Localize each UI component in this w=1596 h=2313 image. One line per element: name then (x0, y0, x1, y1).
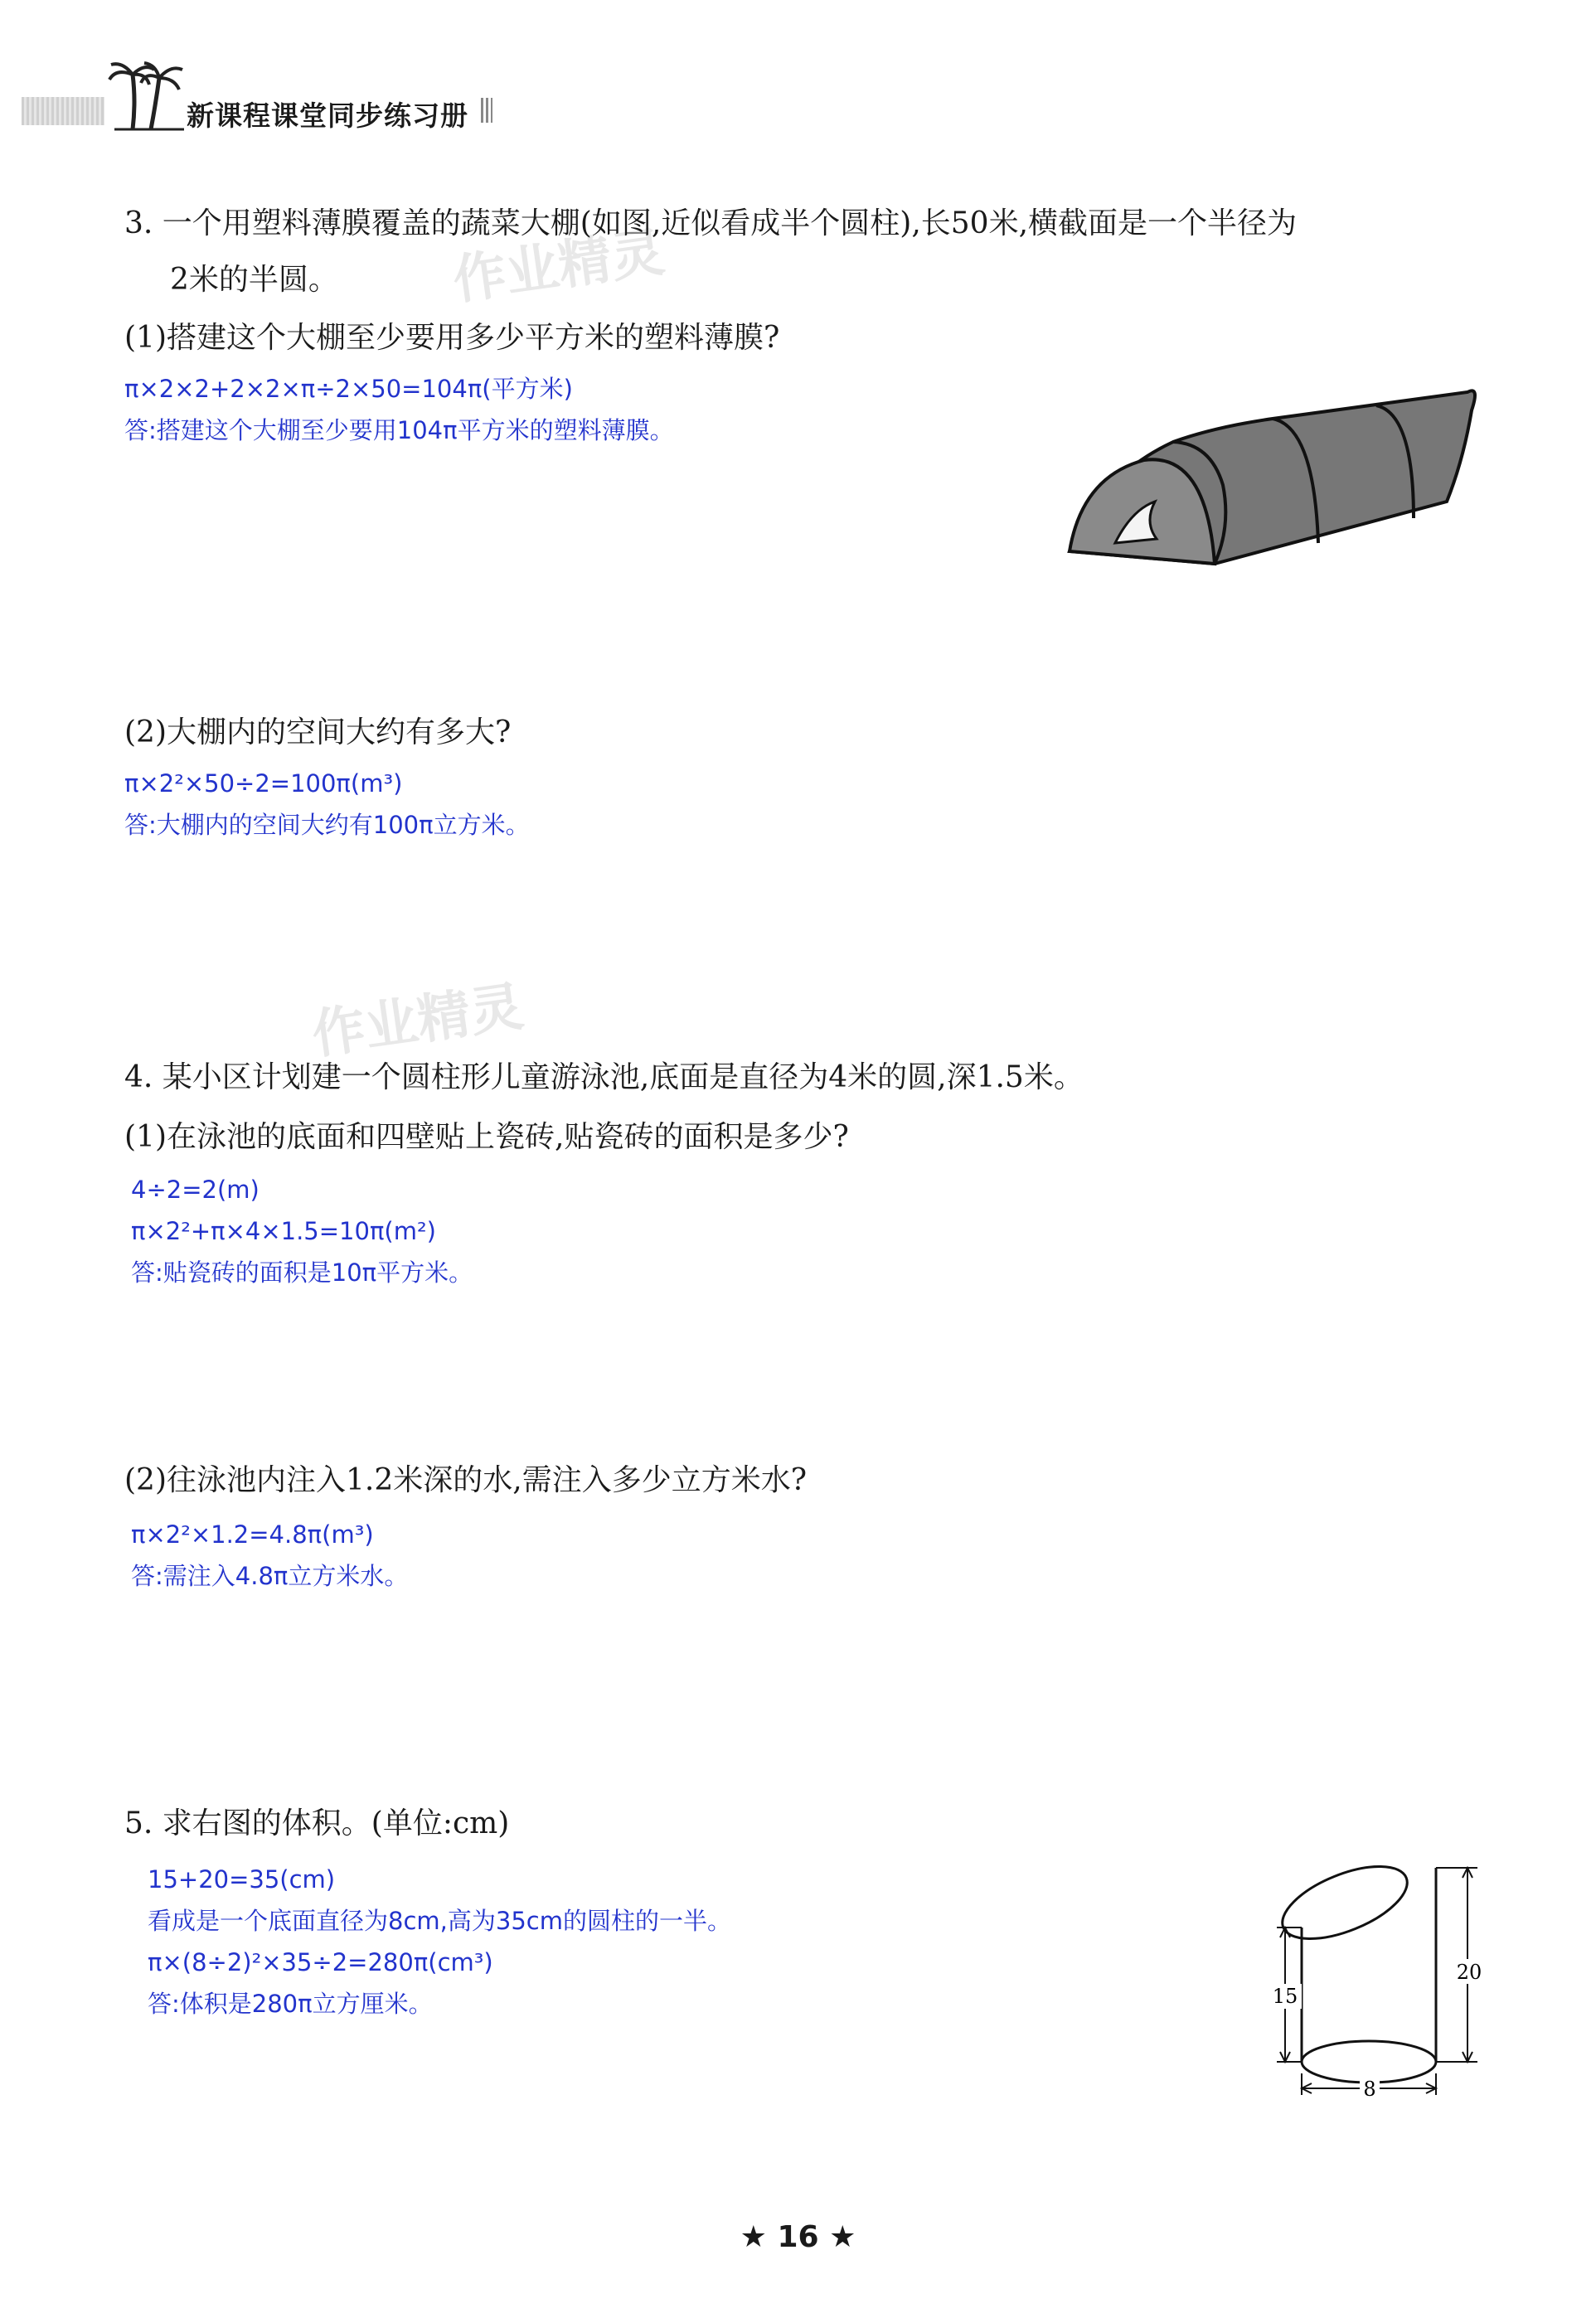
header-bars-decoration (481, 98, 492, 123)
q4-stem: 4. 某小区计划建一个圆柱形儿童游泳池,底面是直径为4米的圆,深1.5米。 (124, 1060, 1084, 1094)
height-15-label: 15 (1272, 1985, 1298, 2008)
q3-part2-answer-line2: 答:大棚内的空间大约有100π立方米。 (124, 811, 530, 839)
q4-part2-answer-line1: π×2²×1.2=4.8π(m³) (131, 1520, 374, 1549)
q5-answer-line3: π×(8÷2)²×35÷2=280π(cm³) (148, 1948, 493, 1976)
q4-part1-question: (1)在泳池的底面和四壁贴上瓷砖,贴瓷砖的面积是多少? (124, 1120, 849, 1154)
q5-stem: 5. 求右图的体积。(单位:cm) (124, 1806, 510, 1840)
q4-part2-question: (2)往泳池内注入1.2米深的水,需注入多少立方米水? (124, 1463, 807, 1497)
watermark: 作业精灵 (308, 976, 527, 1067)
q4-part2-answer-line2: 答:需注入4.8π立方米水。 (131, 1562, 409, 1590)
watermark: 作业精灵 (449, 221, 668, 313)
q3-part2-answer-line1: π×2²×50÷2=100π(m³) (124, 769, 403, 798)
q4-part1-answer-line2: π×2²+π×4×1.5=10π(m²) (131, 1217, 436, 1245)
q5-answer-line2: 看成是一个底面直径为8cm,高为35cm的圆柱的一半。 (148, 1907, 731, 1935)
q3-part1-answer-line1: π×2×2+2×2×π÷2×50=104π(平方米) (124, 375, 573, 403)
q3-stem-line1: 3. 一个用塑料薄膜覆盖的蔬菜大棚(如图,近似看成半个圆柱),长50米,横截面是一个半径为 (124, 206, 1298, 240)
q3-stem-line2: 2米的半圆。 (170, 263, 338, 297)
page-number: ★ 16 ★ (740, 2220, 856, 2254)
q4-part1-answer-line1: 4÷2=2(m) (131, 1176, 260, 1204)
height-20-label: 20 (1456, 1961, 1482, 1984)
header-decoration-band (22, 97, 104, 125)
cut-cylinder-figure (1244, 1845, 1492, 2110)
q5-answer-line1: 15+20=35(cm) (148, 1865, 336, 1894)
palm-tree-icon (108, 60, 187, 131)
q5-answer-line4: 答:体积是280π立方厘米。 (148, 1990, 433, 2018)
diameter-8-label: 8 (1363, 2078, 1376, 2101)
q3-part1-question: (1)搭建这个大棚至少要用多少平方米的塑料薄膜? (124, 321, 780, 355)
greenhouse-figure (1065, 377, 1488, 576)
header-title: 新课程课堂同步练习册 (187, 99, 468, 132)
q4-part1-answer-line3: 答:贴瓷砖的面积是10π平方米。 (131, 1258, 473, 1287)
q3-part1-answer-line2: 答:搭建这个大棚至少要用104π平方米的塑料薄膜。 (124, 416, 674, 444)
q3-part2-question: (2)大棚内的空间大约有多大? (124, 715, 512, 749)
